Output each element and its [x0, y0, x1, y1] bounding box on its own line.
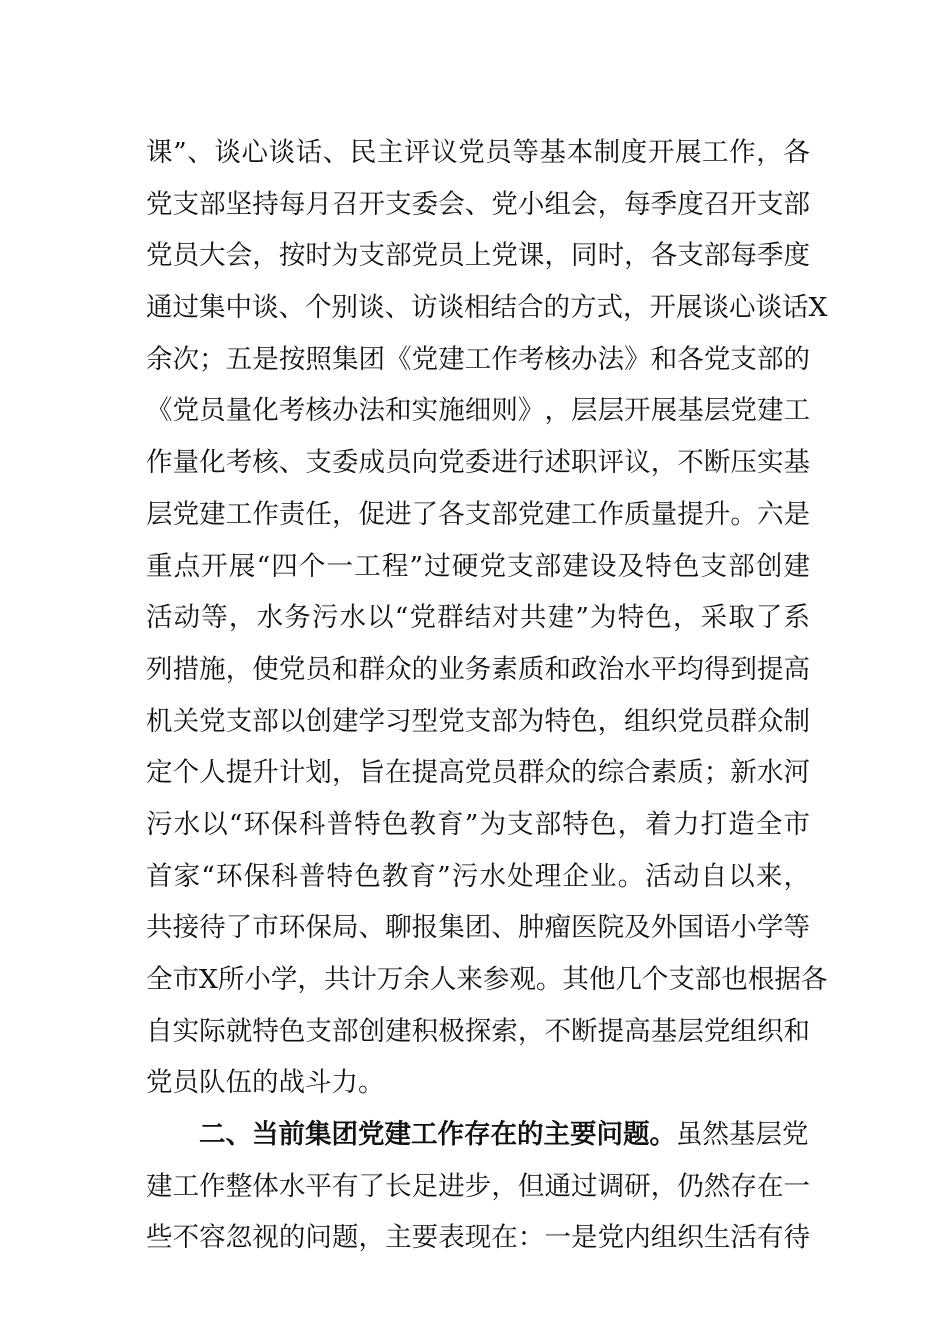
text-line: 共 接 待 了 市 环 保 局 、 聊 报 集 团 、 肿 瘤 医 院 及 外 国 语 小 学 等 [146, 912, 810, 944]
text-line: 重 点 开 展 “ 四 个 一 工 程 ” 过 硬 党 支 部 建 设 及 特 色 支 部 创 建 [146, 550, 810, 582]
text-line: 些 不 容 忽 视 的 问 题 ， 主 要 表 现 在 ： 一 是 党 内 组 织 生 活 有 待 [146, 1222, 810, 1254]
text-line: 污 水 以 “ 环 保 科 普 特 色 教 育 ” 为 支 部 特 色 ， 着 力 打 造 全 市 [146, 808, 810, 840]
text-line: 通 过 集 中 谈 、 个 别 谈 、 访 谈 相 结 合 的 方 式 ， 开 展 谈 心 谈 话 X [146, 292, 828, 324]
text-line: 自 实 际 就 特 色 支 部 创 建 积 极 探 索 ， 不 断 提 高 基 层 党 组 织 和 [146, 1015, 810, 1047]
text-line: 活 动 等 ， 水 务 污 水 以 “ 党 群 结 对 共 建 ” 为 特 色 ， 采 取 了 系 [146, 602, 810, 634]
section-heading: 二、当前集团党建工作存在的主要问题。 [199, 1119, 676, 1151]
text-line: 党 支 部 坚 持 每 月 召 开 支 委 会 、 党 小 组 会 ， 每 季 度 召 开 支 部 [146, 188, 810, 220]
text-line: 全 市 X 所 小 学 ， 共 计 万 余 人 来 参 观 。 其 他 几 个 支 部 也 根 据 各 [146, 964, 828, 995]
text-line: 余 次 ； 五 是 按 照 集 团 《 党 建 工 作 考 核 办 法 》 和 各 党 支 部 的 [146, 343, 810, 375]
text-line: 机 关 党 支 部 以 创 建 学 习 型 党 支 部 为 特 色 ， 组 织 党 员 群 众 制 [146, 705, 810, 737]
text-line: 建 工 作 整 体 水 平 有 了 长 足 进 步 ， 但 通 过 调 研 ， 仍 然 存 在 一 [146, 1170, 810, 1202]
text-line: 课 ” 、 谈 心 谈 话 、 民 主 评 议 党 员 等 基 本 制 度 开 展 工 作 ， 各 [146, 137, 810, 168]
text-line: 党 员 大 会 ， 按 时 为 支 部 党 员 上 党 课 ， 同 时 ， 各 支 部 每 季 度 [146, 240, 810, 272]
document-body [146, 127, 828, 1264]
text-line: 列 措 施 ， 使 党 员 和 群 众 的 业 务 素 质 和 政 治 水 平 均 得 到 提 高 [146, 653, 810, 685]
text-line: 定 个 人 提 升 计 划 ， 旨 在 提 高 党 员 群 众 的 综 合 素 质 ； 新 水 河 [146, 757, 810, 789]
text-line: 层 党 建 工 作 责 任 ， 促 进 了 各 支 部 党 建 工 作 质 量 提 升 。 六 是 [146, 498, 810, 530]
text-line: 党员队伍的战斗力。 [146, 1067, 385, 1099]
section-heading-line: 二、当前集团党建工作存在的主要问题。 虽然基层党 [146, 1109, 810, 1161]
text-line: 作 量 化 考 核 、 支 委 成 员 向 党 委 进 行 述 职 评 议 ， 不 断 压 实 基 [146, 447, 810, 479]
text-line: 《 党 员 量 化 考 核 办 法 和 实 施 细 则 》 ， 层 层 开 展 基 层 党 建 工 [146, 395, 810, 427]
text-line: 首 家 “ 环 保 科 普 特 色 教 育 ” 污 水 处 理 企 业 。 活 动 自 以 来 ， [146, 860, 810, 892]
